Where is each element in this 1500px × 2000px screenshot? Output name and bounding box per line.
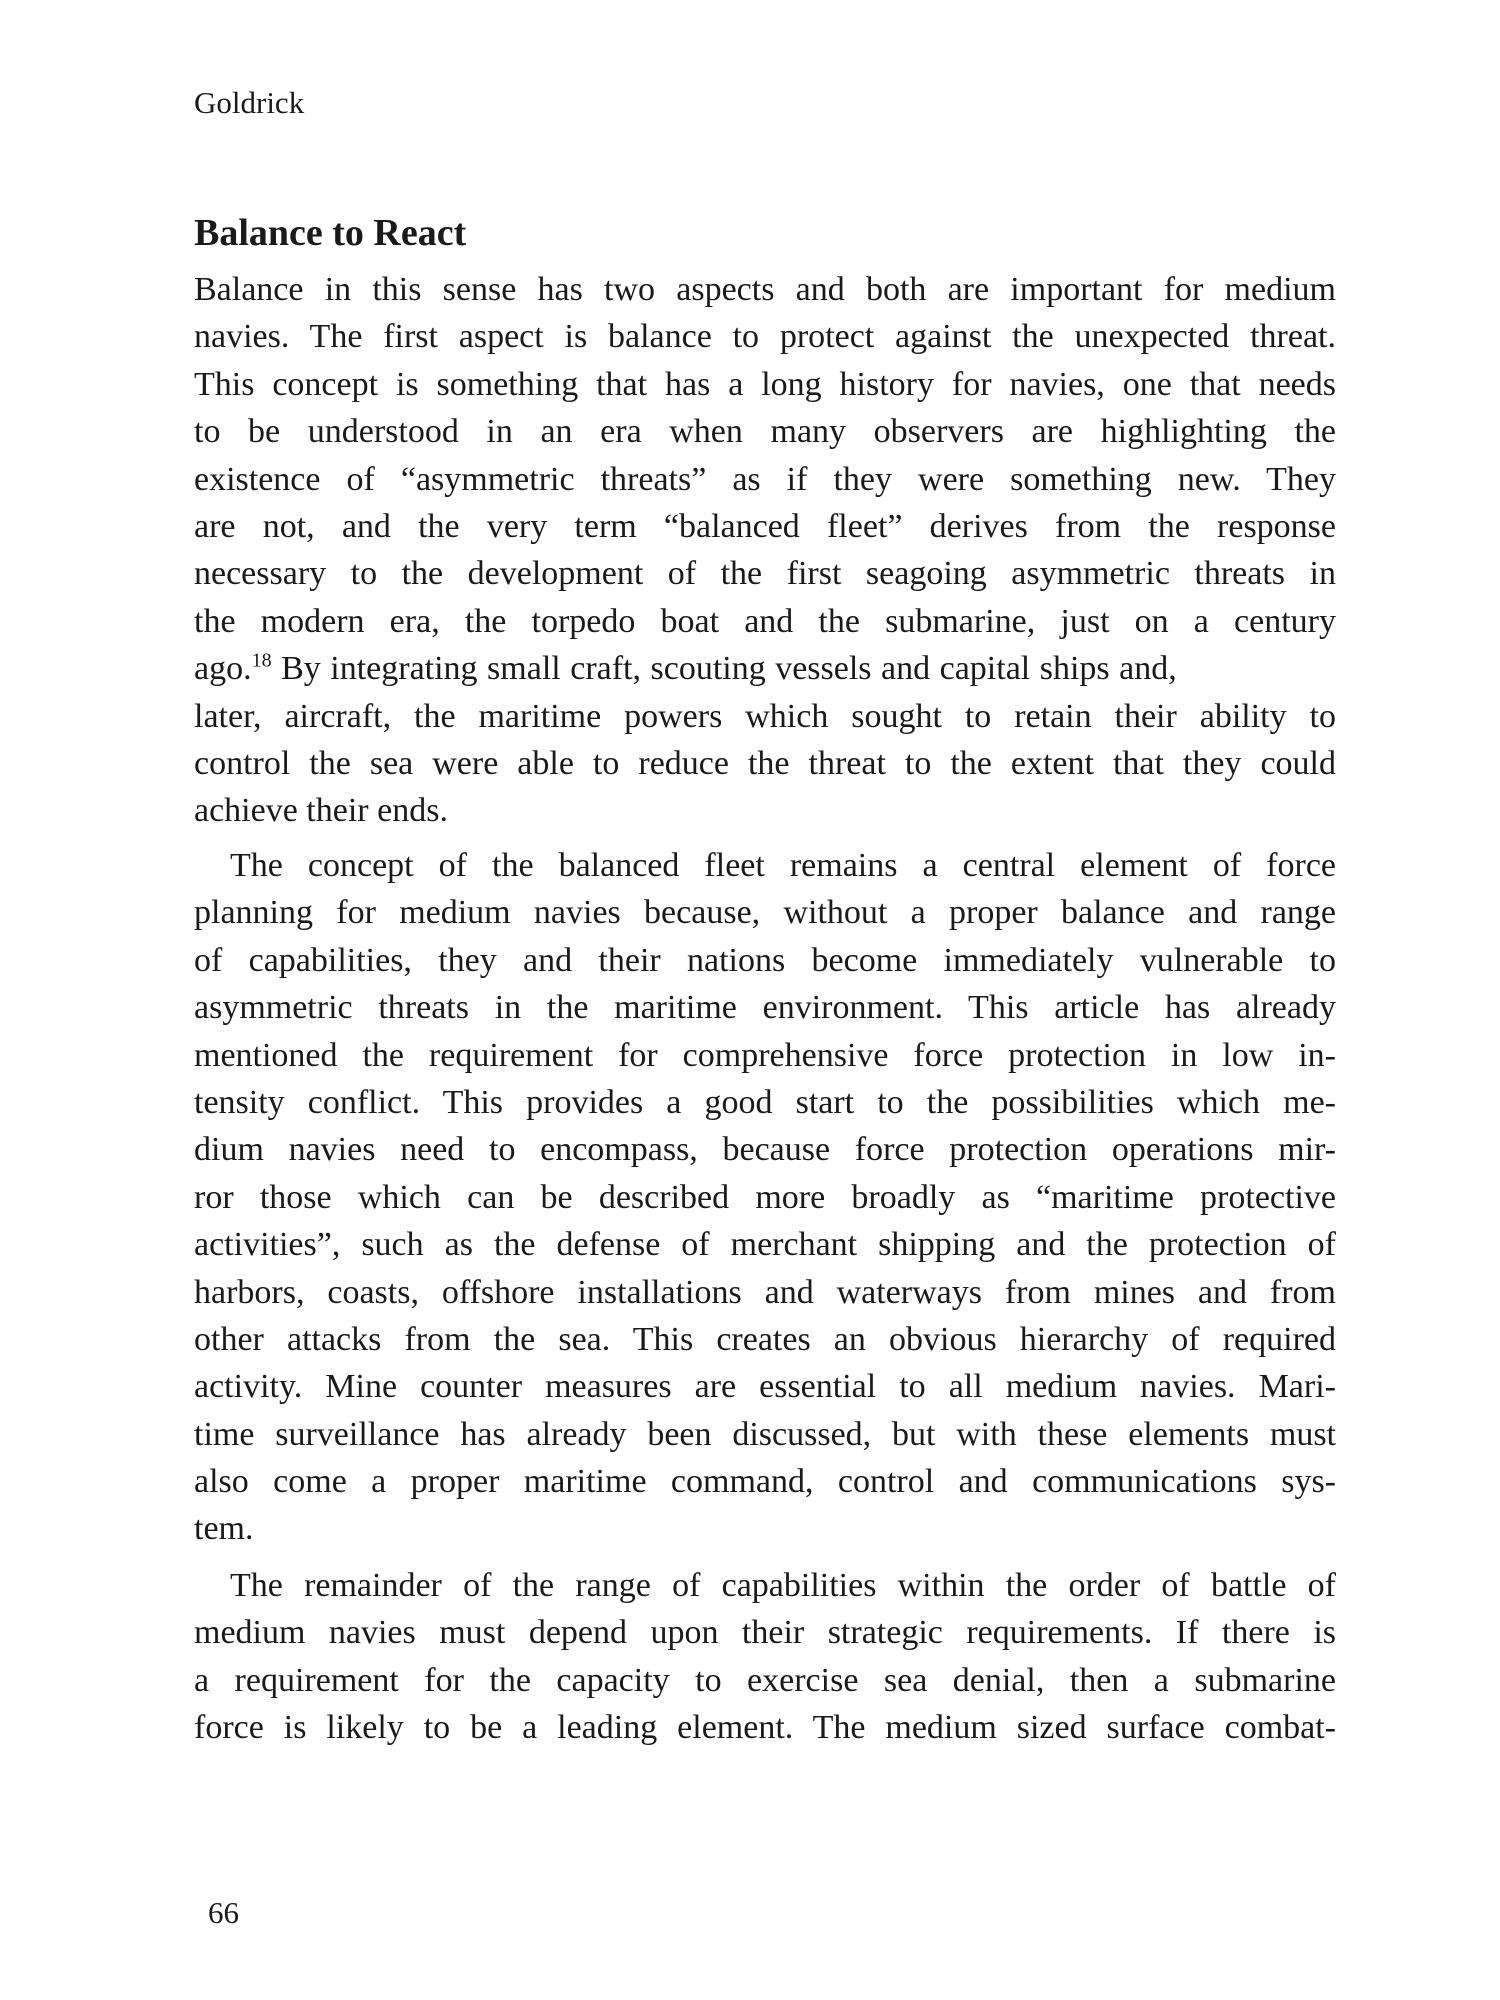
text-line: medium navies must depend upon their strategic requirements. If there is — [194, 1614, 1336, 1652]
text-line: to be understood in an era when many observers are highlighting the — [194, 413, 1336, 451]
text-line: also come a proper maritime command, control and communications sys- — [194, 1463, 1336, 1501]
text-line — [194, 645, 1336, 692]
text-line: activity. Mine counter measures are essential to all medium navies. Mari- — [194, 1368, 1336, 1406]
text-line: time surveillance has already been discussed, but with these elements must — [194, 1415, 1336, 1453]
text-line: of capabilities, they and their nations become immediately vulnerable to — [194, 941, 1336, 979]
text-line: tensity conflict. This provides a good start to the possibilities which me- — [194, 1083, 1336, 1121]
text-segment: By integrating small craft, scouting vessels and capital ships and, — [271, 650, 1177, 688]
text-line: This concept is something that has a long history for navies, one that needs — [194, 365, 1336, 403]
paragraph-1 — [194, 266, 1336, 835]
page-number: 66 — [208, 1895, 239, 1930]
text-line: ror those which can be described more broadly as “maritime protective — [194, 1178, 1336, 1216]
paragraph-2 — [194, 842, 1336, 1553]
text-line: the modern era, the torpedo boat and the submarine, just on a century — [194, 602, 1336, 640]
text-line: dium navies need to encompass, because force protection operations mir- — [194, 1131, 1336, 1169]
text-line: necessary to the development of the first seagoing asymmetric threats in — [194, 555, 1336, 593]
text-line: are not, and the very term “balanced fleet” derives from the response — [194, 507, 1336, 545]
text-line: asymmetric threats in the maritime environment. This article has already — [194, 989, 1336, 1027]
text-line: control the sea were able to reduce the threat to the extent that they could — [194, 744, 1336, 782]
running-head-author: Goldrick — [194, 85, 305, 120]
text-line: navies. The first aspect is balance to protect against the unexpected threat. — [194, 318, 1336, 356]
text-line: later, aircraft, the maritime powers which sought to retain their ability to — [194, 697, 1336, 735]
text-line: Balance in this sense has two aspects and both are important for medium — [194, 271, 1336, 308]
text-line: mentioned the requirement for comprehensive force protection in low in- — [194, 1036, 1336, 1074]
text-line: planning for medium navies because, without a proper balance and range — [194, 894, 1336, 932]
text-line: achieve their ends. — [194, 792, 448, 830]
section-heading: Balance to React — [194, 212, 467, 254]
text-line: The remainder of the range of capabilities within the order of battle of — [230, 1567, 1336, 1604]
text-line: activities”, such as the defense of merchant shipping and the protection of — [194, 1226, 1336, 1264]
text-line: a requirement for the capacity to exercise sea denial, then a submarine — [194, 1661, 1336, 1699]
footnote-reference[interactable]: 18 — [251, 649, 272, 672]
text-line: existence of “asymmetric threats” as if they were something new. They — [194, 460, 1336, 498]
paragraph-3 — [194, 1562, 1336, 1752]
text-line: force is likely to be a leading element. The medium sized surface combat- — [194, 1709, 1336, 1747]
text-segment: ago. — [194, 650, 252, 688]
text-line: other attacks from the sea. This creates an obvious hierarchy of required — [194, 1320, 1336, 1358]
text-line: tem. — [194, 1510, 254, 1548]
text-line: The concept of the balanced fleet remains a central element of force — [230, 847, 1336, 884]
text-line: harbors, coasts, offshore installations and waterways from mines and from — [194, 1273, 1336, 1311]
